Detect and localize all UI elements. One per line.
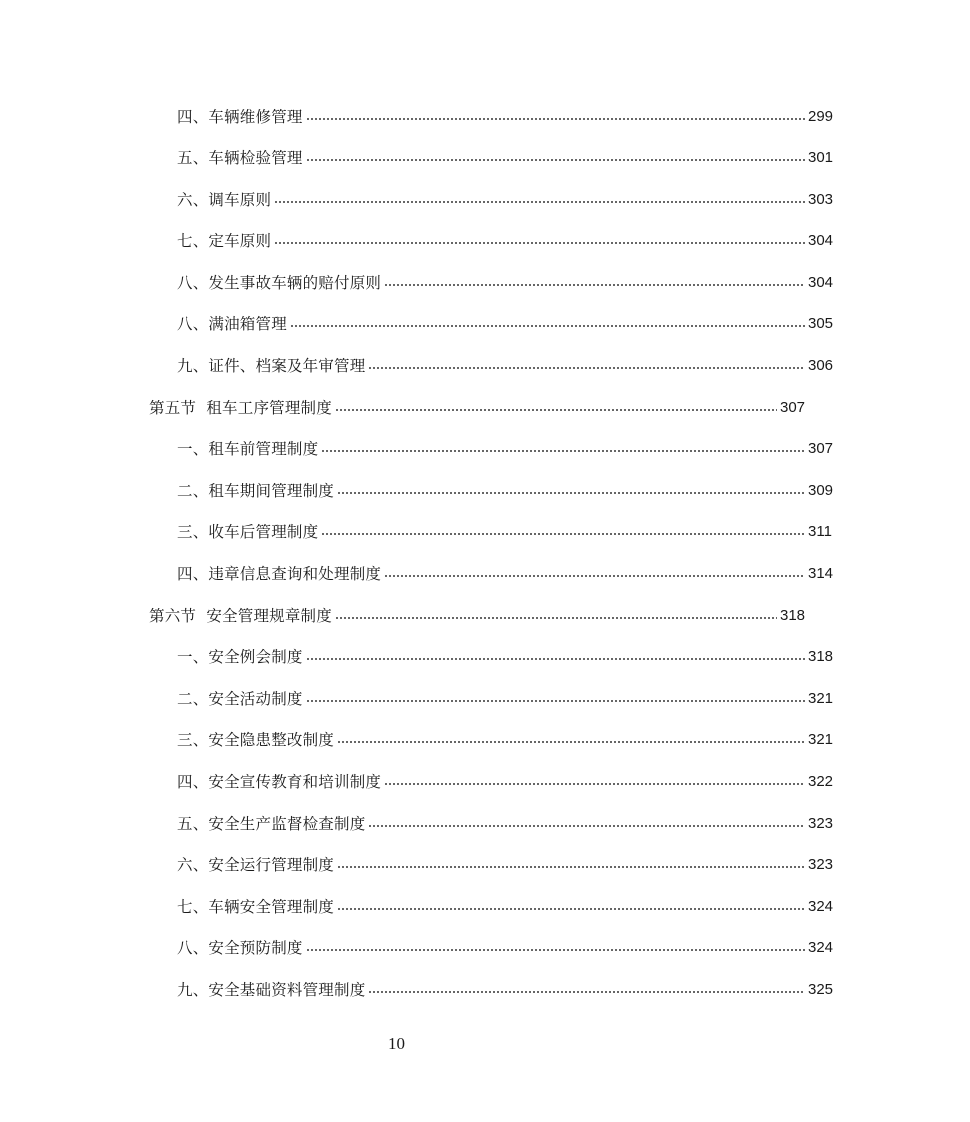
- toc-entry-page: 323: [808, 856, 834, 873]
- toc-entry-title: 七、车辆安全管理制度: [177, 898, 335, 916]
- toc-entry-title: 九、安全基础资料管理制度: [177, 981, 366, 999]
- toc-entry-page: 306: [808, 357, 834, 374]
- toc-entry-page: 301: [808, 149, 834, 166]
- dot-leader: [337, 866, 805, 868]
- toc-entry-page: 304: [808, 274, 834, 291]
- dot-leader: [321, 450, 805, 452]
- toc-entry-title: 三、收车后管理制度: [177, 523, 319, 541]
- toc-entry[interactable]: [0, 479, 970, 503]
- dot-leader: [337, 908, 805, 910]
- dot-leader: [306, 159, 805, 161]
- toc-entry-title: 二、安全活动制度: [177, 690, 303, 708]
- toc-entry-page: 311: [808, 523, 832, 540]
- toc-entry-title: 二、租车期间管理制度: [177, 482, 335, 500]
- toc-entry-page: 318: [780, 607, 806, 624]
- page-number: 10: [388, 1034, 405, 1053]
- dot-leader: [335, 617, 777, 619]
- toc-section-entry[interactable]: [0, 604, 942, 628]
- toc-entry-title: 五、车辆检验管理: [177, 149, 303, 167]
- dot-leader: [274, 242, 805, 244]
- toc-entry-title: 四、安全宣传教育和培训制度: [177, 773, 382, 791]
- toc-entry-page: 324: [808, 939, 834, 956]
- toc-entry[interactable]: [0, 728, 970, 752]
- dot-leader: [384, 783, 805, 785]
- toc-entry[interactable]: [0, 271, 970, 295]
- dot-leader: [384, 284, 805, 286]
- dot-leader: [337, 492, 805, 494]
- dot-leader: [368, 367, 805, 369]
- toc-entry[interactable]: [0, 687, 970, 711]
- toc-entry[interactable]: [0, 770, 970, 794]
- toc-entry[interactable]: [0, 437, 970, 461]
- toc-entry-page: 307: [780, 399, 806, 416]
- toc-entry-title: 七、定车原则: [177, 232, 272, 250]
- toc-entry-title: 一、租车前管理制度: [177, 440, 319, 458]
- toc-entry[interactable]: [0, 645, 970, 669]
- dot-leader: [337, 741, 805, 743]
- toc-entry[interactable]: [0, 354, 970, 378]
- toc-entry[interactable]: [0, 312, 970, 336]
- toc-entry[interactable]: [0, 105, 970, 129]
- toc-entry-title: 八、发生事故车辆的赔付原则: [177, 274, 382, 292]
- dot-leader: [368, 825, 805, 827]
- dot-leader: [306, 700, 805, 702]
- toc-entry[interactable]: [0, 936, 970, 960]
- toc-entry[interactable]: [0, 188, 970, 212]
- toc-entry-page: 321: [808, 690, 834, 707]
- toc-entry-page: 324: [808, 898, 834, 915]
- toc-entry-title: 六、调车原则: [177, 191, 272, 209]
- toc-entry-page: 304: [808, 232, 834, 249]
- toc-entry-title: 三、安全隐患整改制度: [177, 731, 335, 749]
- toc-entry-title: 四、违章信息查询和处理制度: [177, 565, 382, 583]
- toc-entry-title: 第五节 租车工序管理制度: [149, 399, 332, 417]
- dot-leader: [274, 201, 805, 203]
- toc-entry[interactable]: [0, 853, 970, 877]
- toc-entry-page: 309: [808, 482, 834, 499]
- toc-entry-page: 322: [808, 773, 834, 790]
- toc-entry[interactable]: [0, 978, 970, 1002]
- toc-entry-title: 八、满油箱管理: [177, 315, 287, 333]
- toc-entry-page: 299: [808, 108, 834, 125]
- toc-entry-page: 321: [808, 731, 834, 748]
- toc-entry-page: 318: [808, 648, 834, 665]
- toc-entry-title: 五、安全生产监督检查制度: [177, 815, 366, 833]
- toc-entry-title: 一、安全例会制度: [177, 648, 303, 666]
- toc-entry-title: 第六节 安全管理规章制度: [149, 607, 332, 625]
- dot-leader: [335, 409, 777, 411]
- toc-entry-page: 305: [808, 315, 834, 332]
- toc-entry-title: 九、证件、档案及年审管理: [177, 357, 366, 375]
- toc-entry-page: 323: [808, 815, 834, 832]
- toc-entry-title: 六、安全运行管理制度: [177, 856, 335, 874]
- toc-entry[interactable]: [0, 520, 970, 544]
- toc-entry[interactable]: [0, 562, 970, 586]
- dot-leader: [384, 575, 805, 577]
- toc-section-entry[interactable]: [0, 396, 942, 420]
- toc-entry-page: 325: [808, 981, 834, 998]
- toc-entry[interactable]: [0, 895, 970, 919]
- dot-leader: [306, 949, 805, 951]
- toc-entry-title: 四、车辆维修管理: [177, 108, 303, 126]
- dot-leader: [306, 658, 805, 660]
- toc-entry-page: 303: [808, 191, 834, 208]
- toc-entry-title: 八、安全预防制度: [177, 939, 303, 957]
- dot-leader: [306, 118, 805, 120]
- toc-entry-page: 307: [808, 440, 834, 457]
- toc-entry[interactable]: [0, 812, 970, 836]
- toc-entry[interactable]: [0, 146, 970, 170]
- toc-entry[interactable]: [0, 229, 970, 253]
- toc-entry-page: 314: [808, 565, 834, 582]
- dot-leader: [321, 533, 805, 535]
- dot-leader: [368, 991, 805, 993]
- dot-leader: [290, 325, 805, 327]
